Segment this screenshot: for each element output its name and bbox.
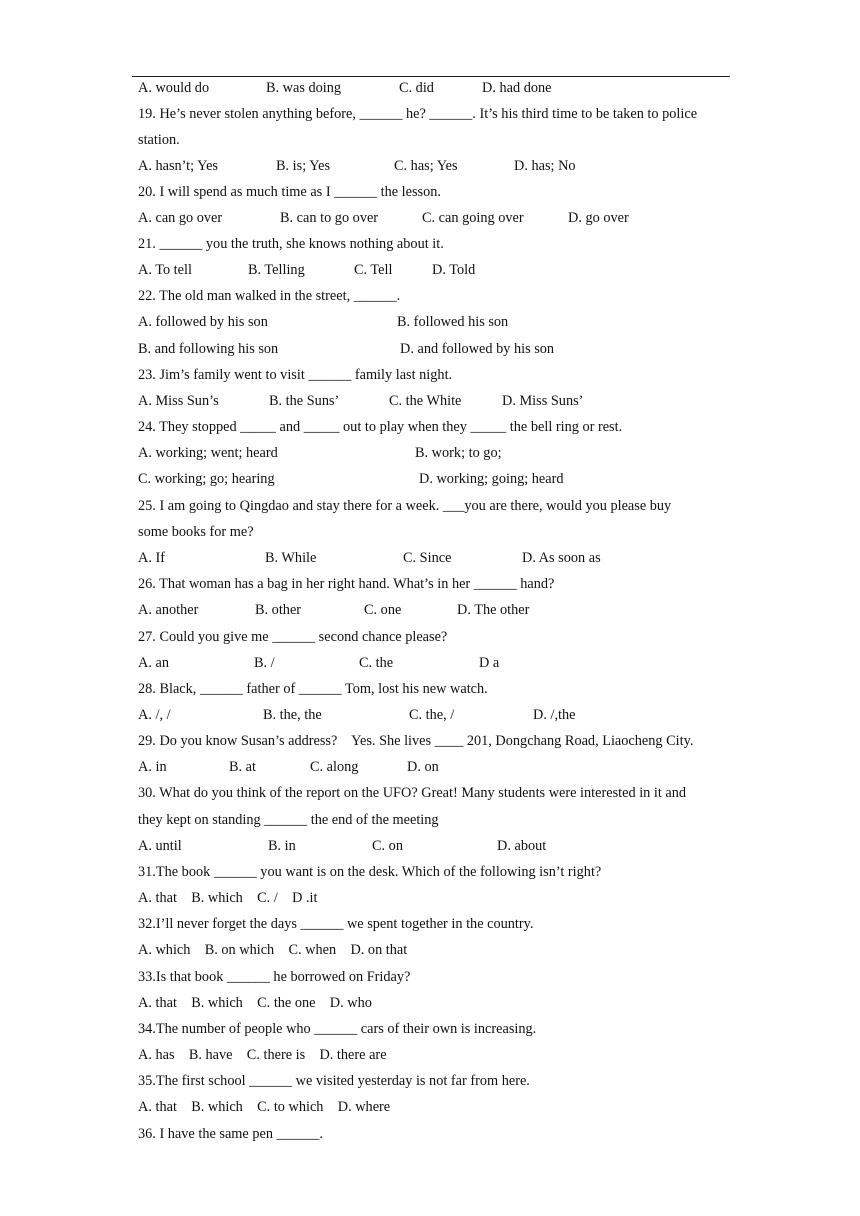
q32-options: A. which B. on which C. when D. on that [138,942,408,958]
q34-stem: 34.The number of people who ______ cars of their own is increasing. [138,1021,537,1037]
option-d: D. Told [432,262,476,278]
q24-options-row1 [138,442,502,464]
option-d: D. Miss Suns’ [502,393,584,409]
option-a: A. working; went; heard [138,445,278,461]
q21-options [138,259,476,281]
option-a: A. To tell [138,262,192,278]
q31-options: A. that B. which C. / D .it [138,890,318,906]
q28-stem: 28. Black, ______ father of ______ Tom, lost his new watch. [138,681,488,697]
q25-options [138,547,601,569]
option-a: A. If [138,550,165,566]
q25-stem-line2: some books for me? [138,524,254,540]
option-b: B. work; to go; [415,445,502,461]
option-b: B. the Suns’ [269,393,340,409]
option-c: C. along [310,759,359,775]
option-d: D. has; No [514,158,576,174]
q22-options-row2 [138,338,555,360]
q19-stem-line1: 19. He’s never stolen anything before, ______ he? ______. It’s his third time to be taken to police [138,106,698,122]
option-c: C. did [399,80,434,96]
option-a: A. an [138,655,169,671]
option-c: C. the [359,655,394,671]
option-a: A. until [138,838,182,854]
option-d: D a [479,655,500,671]
option-a: A. another [138,602,199,618]
q22-stem: 22. The old man walked in the street, ______. [138,288,401,304]
q28-options [138,704,576,726]
q33-stem: 33.Is that book ______ he borrowed on Friday? [138,969,411,985]
option-d: D. /,the [533,707,576,723]
option-c: C. the White [389,393,462,409]
option-c: C. one [364,602,402,618]
q19-stem-line2: station. [138,132,180,148]
q29-stem: 29. Do you know Susan’s address? Yes. She lives ____ 201, Dongchang Road, Liaocheng City. [138,733,694,749]
option-a: A. hasn’t; Yes [138,158,218,174]
option-b: B. is; Yes [276,158,331,174]
option-b: B. was doing [266,80,342,96]
option-c: C. can going over [422,210,524,226]
q36-stem: 36. I have the same pen ______. [138,1126,324,1142]
option-a: A. Miss Sun’s [138,393,219,409]
option-c: C. Since [403,550,452,566]
option-b: B. the, the [263,707,322,723]
option-d: D. working; going; heard [419,471,564,487]
option-c: C. has; Yes [394,158,458,174]
q23-options [138,390,584,412]
option-d: D. on [407,759,439,775]
option-b: B. followed his son [397,314,509,330]
option-a: A. /, / [138,707,171,723]
q20-options [138,207,629,229]
option-d: D. The other [457,602,530,618]
option-b: B. / [254,655,275,671]
q26-options [138,599,530,621]
option-a: A. followed by his son [138,314,268,330]
option-d: D. go over [568,210,629,226]
option-b: B. in [268,838,296,854]
option-c: C. Tell [354,262,393,278]
q33-options: A. that B. which C. the one D. who [138,995,372,1011]
option-d: D. and followed by his son [400,341,555,357]
q18-options [138,77,552,99]
option-c: C. on [372,838,403,854]
q19-options [138,155,576,177]
q27-stem: 27. Could you give me ______ second chance please? [138,629,448,645]
q20-stem: 20. I will spend as much time as I ______ the lesson. [138,184,441,200]
option-a: A. can go over [138,210,223,226]
option-c: C. the, / [409,707,455,723]
option-b: B. and following his son [138,341,279,357]
option-b: B. can to go over [280,210,379,226]
q22-options-row1 [138,311,509,333]
option-a: A. in [138,759,167,775]
option-b: B. Telling [248,262,305,278]
option-d: D. As soon as [522,550,601,566]
q30-stem-line1: 30. What do you think of the report on the UFO? Great! Many students were interested in it and [138,785,687,801]
q24-options-row2 [138,468,564,490]
option-c: C. working; go; hearing [138,471,275,487]
q32-stem: 32.I’ll never forget the days ______ we spent together in the country. [138,916,534,932]
q21-stem: 21. ______ you the truth, she knows nothing about it. [138,236,444,252]
option-b: B. While [265,550,317,566]
q26-stem: 26. That woman has a bag in her right hand. What’s in her ______ hand? [138,576,555,592]
q23-stem: 23. Jim’s family went to visit ______ family last night. [138,367,453,383]
q35-stem: 35.The first school ______ we visited yesterday is not far from here. [138,1073,530,1089]
option-b: B. other [255,602,302,618]
q34-options: A. has B. have C. there is D. there are [138,1047,387,1063]
q35-options: A. that B. which C. to which D. where [138,1099,391,1115]
option-b: B. at [229,759,257,775]
q29-options [138,756,439,778]
option-d: D. about [497,838,547,854]
q31-stem: 31.The book ______ you want is on the desk. Which of the following isn’t right? [138,864,602,880]
q25-stem-line1: 25. I am going to Qingdao and stay there for a week. ___you are there, would you please buy [138,498,672,514]
q30-stem-line2: they kept on standing ______ the end of the meeting [138,812,439,828]
q27-options [138,652,500,674]
q24-stem: 24. They stopped _____ and _____ out to play when they _____ the bell ring or rest. [138,419,623,435]
option-d: D. had done [482,80,552,96]
option-a: A. would do [138,80,210,96]
q30-options [138,835,547,857]
